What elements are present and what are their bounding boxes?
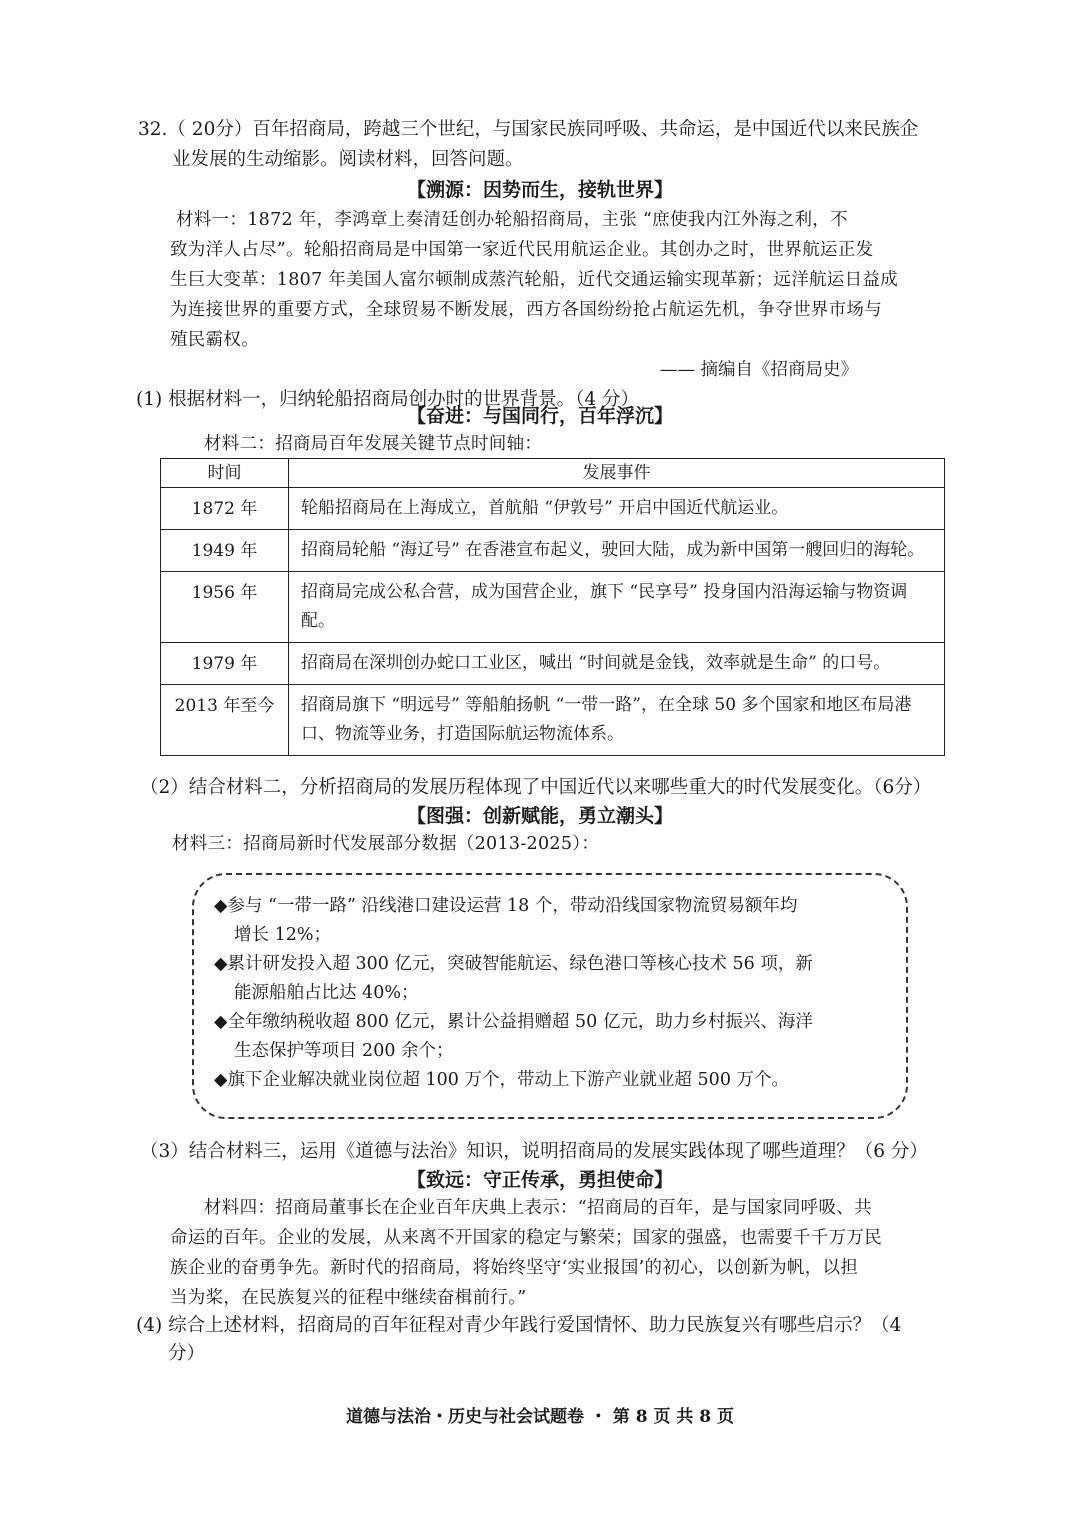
table-cell-event: 招商局轮船 “海辽号” 在香港宣布起义，驶回大陆，成为新中国第一艘回归的海轮。 <box>289 530 945 572</box>
question-2: （2）结合材料二，分析招商局的发展历程体现了中国近代以来哪些重大的时代发展变化。（6分） <box>140 777 932 798</box>
material1-source: —— 摘编自《招商局史》 <box>659 360 858 380</box>
section3-heading: 【图强：创新赋能，勇立潮头】 <box>406 805 673 827</box>
timeline-table <box>160 458 945 756</box>
section2-heading: 【奋进：与国同行，百年浮沉】 <box>406 405 673 427</box>
material3-bullet: ◆全年缴纳税收超 800 亿元，累计公益捐赠超 50 亿元，助力乡村振兴、海洋 <box>214 1012 813 1032</box>
section1-heading: 【溯源：因势而生，接轨世界】 <box>406 179 673 201</box>
table-header-row <box>161 459 945 488</box>
table-cell-time: 2013 年至今 <box>161 685 289 756</box>
page-footer: 道德与法治・历史与社会试题卷 ・ 第 8 页 共 8 页 <box>345 1407 735 1427</box>
question-3: （3）结合材料三，运用《道德与法治》知识，说明招商局的发展实践体现了哪些道理？（6 分） <box>140 1141 928 1162</box>
material1-line: 殖民霸权。 <box>170 330 259 350</box>
material4-line: 族企业的奋勇争先。新时代的招商局，将始终坚守‘实业报国’的初心，以创新为帆，以担 <box>170 1258 859 1278</box>
table-row <box>161 685 945 756</box>
section4-heading: 【致远：守正传承，勇担使命】 <box>406 1169 673 1191</box>
material3-bullet-cont: 增长 12%； <box>234 925 331 945</box>
question-32-line1: 32.（ 20分）百年招商局，跨越三个世纪，与国家民族同呼吸、共命运，是中国近代以来民族企 <box>138 119 919 140</box>
material1-line: 致为洋人占尽”。轮船招商局是中国第一家近代民用航运企业。其创办之时，世界航运正发 <box>170 240 874 260</box>
table-row <box>161 643 945 685</box>
question-4-line2: 分） <box>168 1343 206 1364</box>
material2-intro: 材料二：招商局百年发展关键节点时间轴： <box>204 434 543 454</box>
material3-bullet-cont: 生态保护等项目 200 余个； <box>234 1041 454 1061</box>
table-row <box>161 530 945 572</box>
table-cell-event: 招商局旗下 “明远号” 等船舶扬帆 “一带一路”，在全球 50 多个国家和地区布局港口、物流等业务，打造国际航运物流体系。 <box>289 685 945 756</box>
table-cell-time: 1949 年 <box>161 530 289 572</box>
material3-intro: 材料三：招商局新时代发展部分数据（2013-2025）： <box>172 834 600 854</box>
material4-line: 材料四：招商局董事长在企业百年庆典上表示：“招商局的百年，是与国家同呼吸、共 <box>204 1198 872 1218</box>
material4-line: 当为桨，在民族复兴的征程中继续奋楫前行。” <box>170 1288 527 1308</box>
material1-line: 材料一：1872 年，李鸿章上奏清廷创办轮船招商局，主张 “庶使我内江外海之利，不 <box>176 210 848 230</box>
table-cell-time: 1956 年 <box>161 572 289 643</box>
table-row <box>161 572 945 643</box>
material4-line: 命运的百年。企业的发展，从来离不开国家的稳定与繁荣；国家的强盛，也需要千千万万民 <box>170 1228 882 1248</box>
table-header-time: 时间 <box>161 459 289 488</box>
table-cell-event: 招商局完成公私合营，成为国营企业，旗下 “民享号” 投身国内沿海运输与物资调配。 <box>289 572 945 643</box>
question-32-line2: 业发展的生动缩影。阅读材料，回答问题。 <box>172 149 524 170</box>
material1-line: 为连接世界的重要方式，全球贸易不断发展，西方各国纷纷抢占航运先机，争夺世界市场与 <box>170 300 882 320</box>
material3-bullet: ◆旗下企业解决就业岗位超 100 万个，带动上下游产业就业超 500 万个。 <box>214 1070 790 1090</box>
material1-line: 生巨大变革：1807 年美国人富尔顿制成蒸汽轮船，近代交通运输实现革新；远洋航运日益成 <box>170 270 898 290</box>
question-4-line1: (4) 综合上述材料，招商局的百年征程对青少年践行爱国情怀、助力民族复兴有哪些启示？（4 <box>136 1315 902 1336</box>
table-cell-time: 1872 年 <box>161 488 289 530</box>
question-1: (1) 根据材料一，归纳轮船招商局创办时的世界背景。（4 分） <box>136 389 639 410</box>
material3-bullet: ◆累计研发投入超 300 亿元，突破智能航运、绿色港口等核心技术 56 项，新 <box>214 954 813 974</box>
table-row <box>161 488 945 530</box>
table-header-event: 发展事件 <box>289 459 945 488</box>
table-cell-event: 招商局在深圳创办蛇口工业区，喊出 “时间就是金钱，效率就是生命” 的口号。 <box>289 643 945 685</box>
material3-bullet: ◆参与 “一带一路” 沿线港口建设运营 18 个，带动沿线国家物流贸易额年均 <box>214 896 798 916</box>
material3-bullet-cont: 能源船舶占比达 40%； <box>234 983 419 1003</box>
table-cell-time: 1979 年 <box>161 643 289 685</box>
table-cell-event: 轮船招商局在上海成立，首航船 “伊敦号” 开启中国近代航运业。 <box>289 488 945 530</box>
